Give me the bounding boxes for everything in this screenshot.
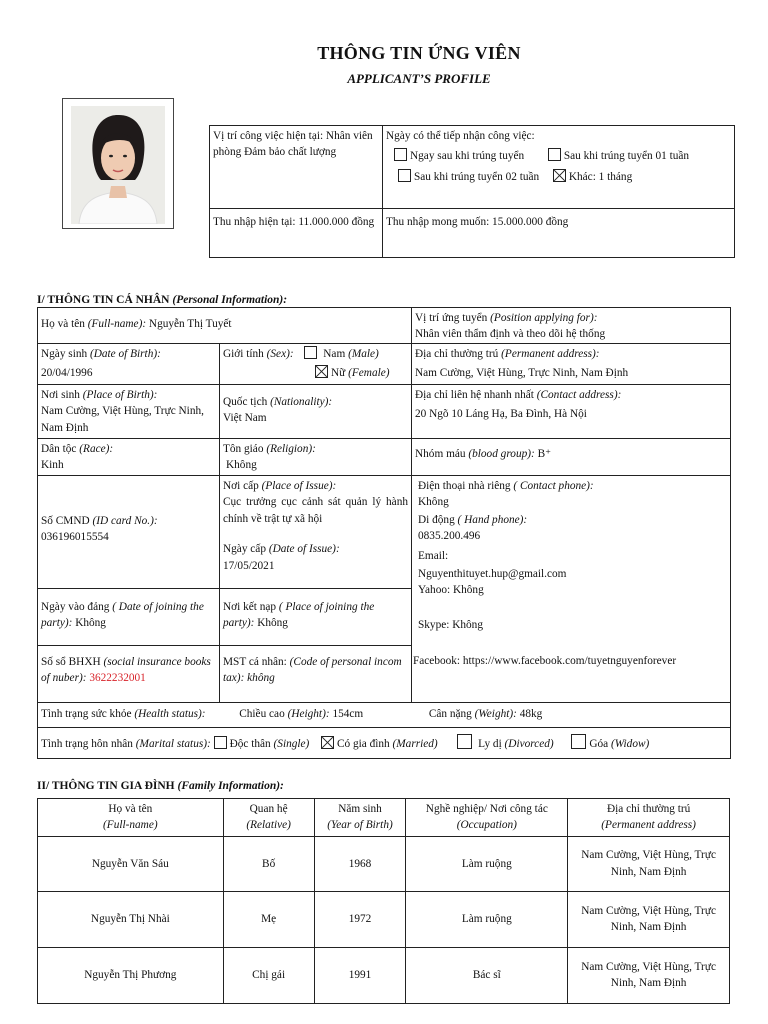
expected-income: Thu nhập mong muốn: 15.000.000 đồng bbox=[386, 216, 569, 228]
nationality-cell bbox=[219, 384, 412, 439]
contact-address-cell bbox=[411, 384, 731, 439]
option-1week-checkbox[interactable] bbox=[548, 148, 561, 161]
rel-value: Không bbox=[226, 459, 257, 472]
blood-en: (blood group): bbox=[468, 448, 535, 460]
header-address bbox=[568, 799, 730, 837]
phone-value: Không bbox=[418, 496, 449, 509]
pob-cell bbox=[37, 384, 220, 439]
dob-value: 20/04/1996 bbox=[41, 367, 93, 380]
female-checkbox[interactable] bbox=[315, 365, 328, 378]
section1-title-en: (Personal Information): bbox=[172, 294, 288, 306]
family-name: Nguyễn Thị Nhài bbox=[38, 891, 224, 947]
sex-en: (Sex): bbox=[266, 348, 294, 360]
bhxh-en: (social insurance books of nuber): bbox=[41, 656, 211, 685]
marital-divorced-en: (Divorced) bbox=[504, 738, 554, 750]
party-place-label: Nơi kết nạp bbox=[223, 601, 277, 613]
nat-en: (Nationality): bbox=[270, 396, 333, 408]
height-label: Chiều cao bbox=[239, 708, 285, 720]
health-en: (Health status): bbox=[134, 708, 206, 720]
tax-en: (Code of personal incom tax): bbox=[223, 656, 402, 685]
option-1week-label: Sau khi trúng tuyển 01 tuần bbox=[563, 150, 690, 163]
header-relative bbox=[223, 799, 314, 837]
pob-label: Nơi sinh bbox=[41, 389, 80, 401]
fullname-label: Họ và tên bbox=[41, 318, 85, 330]
family-relative: Bố bbox=[223, 836, 314, 891]
mobile-en: ( Hand phone): bbox=[457, 513, 528, 526]
header-fullname-en: (Full-name) bbox=[103, 819, 158, 832]
sex-cell bbox=[219, 343, 412, 385]
fullname-en: (Full-name): bbox=[87, 318, 147, 330]
option-2weeks-checkbox[interactable] bbox=[398, 169, 411, 182]
contact-en: (Contact address): bbox=[536, 389, 622, 401]
contact-value: 20 Ngõ 10 Láng Hạ, Ba Đình, Hà Nội bbox=[415, 408, 587, 421]
blood-value: B⁺ bbox=[537, 448, 552, 460]
option-immediate-label: Ngay sau khi trúng tuyển bbox=[410, 150, 525, 163]
tax-value: không bbox=[247, 672, 275, 685]
family-address: Nam Cường, Việt Hùng, Trực Ninh, Nam Định bbox=[568, 947, 730, 1003]
phone-label: Điện thoại nhà riêng bbox=[418, 480, 511, 492]
mobile-value: 0835.200.496 bbox=[418, 530, 481, 543]
tax-label: MST cá nhân: bbox=[223, 656, 287, 668]
family-address: Nam Cường, Việt Hùng, Trực Ninh, Nam Định bbox=[568, 891, 730, 947]
marital-married-checkbox[interactable] bbox=[321, 736, 334, 749]
male-en: (Male) bbox=[348, 348, 379, 360]
pob-en: (Place of Birth): bbox=[82, 389, 158, 401]
rel-label: Tôn giáo bbox=[223, 443, 264, 455]
position-cell bbox=[411, 307, 731, 344]
facebook-value[interactable]: https://www.facebook.com/tuyetnguyenforever bbox=[462, 655, 677, 667]
availability-cell bbox=[382, 125, 735, 209]
health-row bbox=[37, 702, 731, 728]
height-en: (Height): bbox=[287, 708, 330, 720]
marital-widow-en: (Widow) bbox=[611, 738, 650, 750]
party-value: Không bbox=[75, 617, 106, 630]
family-year: 1972 bbox=[314, 891, 406, 947]
nat-label: Quốc tịch bbox=[223, 396, 268, 408]
fullname-value: Nguyễn Thị Tuyết bbox=[148, 318, 232, 330]
marital-single-en: (Single) bbox=[273, 738, 310, 750]
phone-en: ( Contact phone): bbox=[513, 480, 594, 492]
table-row bbox=[38, 947, 730, 1003]
dob-cell bbox=[37, 343, 220, 385]
id-card-cell bbox=[37, 475, 220, 589]
section2-title bbox=[37, 778, 284, 795]
contact-label: Địa chỉ liên hệ nhanh nhất bbox=[415, 389, 534, 401]
family-occupation: Bác sĩ bbox=[406, 947, 568, 1003]
header-relative-en: (Relative) bbox=[246, 819, 291, 832]
header-year-vi: Năm sinh bbox=[338, 803, 382, 815]
pob-value: Nam Cường, Việt Hùng, Trực Ninh, Nam Định bbox=[41, 405, 204, 434]
position-label: Vị trí ứng tuyển bbox=[415, 312, 488, 324]
marital-label: Tình trạng hôn nhân bbox=[41, 738, 133, 750]
profile-title bbox=[0, 40, 768, 89]
current-position: Vị trí công việc hiện tại: Nhân viên phòng Đảm bảo chất lượng bbox=[213, 130, 373, 159]
header-address-en: (Permanent address) bbox=[601, 819, 696, 832]
issue-date-value: 17/05/2021 bbox=[223, 559, 275, 572]
male-label: Nam bbox=[323, 348, 346, 360]
male-checkbox[interactable] bbox=[304, 346, 317, 359]
issue-date-en: (Date of Issue): bbox=[268, 543, 340, 556]
party-en: ( Date of joining the party): bbox=[41, 601, 204, 630]
expected-income-cell bbox=[382, 208, 735, 258]
dob-label: Ngày sinh bbox=[41, 348, 88, 360]
bhxh-value: 3622232001 bbox=[89, 672, 146, 685]
health-label: Tình trạng sức khỏe bbox=[41, 708, 132, 720]
yahoo-value: Không bbox=[452, 584, 484, 597]
marital-row bbox=[37, 727, 731, 759]
blood-label: Nhóm máu bbox=[415, 448, 466, 460]
applicant-photo bbox=[71, 106, 165, 224]
race-en: (Race): bbox=[79, 443, 114, 455]
bhxh-cell bbox=[37, 645, 220, 703]
email-value: Nguyenthituyet.hup@gmail.com bbox=[418, 567, 567, 580]
party-cell bbox=[37, 588, 220, 646]
header-relative-vi: Quan hệ bbox=[249, 803, 288, 815]
weight-label: Cân nặng bbox=[428, 708, 472, 720]
section1-title-vi: I/ THÔNG TIN CÁ NHÂN bbox=[37, 294, 170, 306]
family-occupation: Làm ruộng bbox=[406, 836, 568, 891]
family-header-row bbox=[38, 799, 730, 837]
sex-label: Giới tính bbox=[223, 348, 264, 360]
section2-title-en: (Family Information): bbox=[177, 780, 284, 792]
race-cell bbox=[37, 438, 220, 476]
family-table bbox=[37, 798, 730, 1004]
issue-place-value: Cục trưởng cục cảnh sát quản lý hành chính về trật tự xã hội bbox=[223, 496, 408, 525]
id-en: (ID card No.): bbox=[92, 515, 158, 527]
position-value: Nhân viên thẩm định và theo dõi hệ thống bbox=[415, 328, 606, 341]
portrait-image bbox=[71, 106, 165, 224]
perm-en: (Permanent address): bbox=[501, 348, 600, 360]
email-label: Email: bbox=[418, 549, 449, 562]
skype-label: Skype: bbox=[418, 618, 450, 631]
nat-value: Việt Nam bbox=[223, 412, 267, 425]
current-position-cell bbox=[209, 125, 383, 209]
dob-en: (Date of Birth): bbox=[89, 348, 161, 360]
family-name: Nguyễn Văn Sáu bbox=[38, 836, 224, 891]
marital-divorced-checkbox[interactable] bbox=[457, 734, 472, 749]
weight-en: (Weight): bbox=[474, 708, 517, 720]
section2-title-vi: II/ THÔNG TIN GIA ĐÌNH bbox=[37, 780, 175, 792]
marital-widow-label: Góa bbox=[589, 738, 609, 750]
perm-address-cell bbox=[411, 343, 731, 385]
race-label: Dân tộc bbox=[41, 443, 77, 455]
religion-cell bbox=[219, 438, 412, 476]
table-row bbox=[38, 891, 730, 947]
party-place-value: Không bbox=[257, 617, 288, 630]
header-year-en: (Year of Birth) bbox=[327, 819, 393, 832]
issue-cell bbox=[219, 475, 412, 589]
marital-single-checkbox[interactable] bbox=[214, 736, 227, 749]
perm-label: Địa chỉ thường trú bbox=[415, 348, 499, 360]
option-immediate-checkbox[interactable] bbox=[394, 148, 407, 161]
header-year bbox=[314, 799, 406, 837]
skype-value: Không bbox=[452, 618, 483, 631]
marital-widow-checkbox[interactable] bbox=[571, 734, 586, 749]
id-label: Số CMND bbox=[41, 515, 90, 527]
current-income: Thu nhập hiện tại: 11.000.000 đồng bbox=[213, 216, 375, 228]
header-fullname bbox=[38, 799, 224, 837]
marital-married-en: (Married) bbox=[392, 738, 438, 750]
contact-details-cell bbox=[411, 475, 731, 703]
option-2weeks-label: Sau khi trúng tuyển 02 tuần bbox=[414, 170, 540, 183]
blood-cell bbox=[411, 438, 731, 476]
family-relative: Chị gái bbox=[223, 947, 314, 1003]
family-year: 1991 bbox=[314, 947, 406, 1003]
option-other-checkbox[interactable] bbox=[553, 169, 566, 182]
perm-value: Nam Cường, Việt Hùng, Trực Ninh, Nam Định bbox=[415, 367, 629, 380]
party-place-en: ( Place of joining the party): bbox=[223, 601, 375, 630]
header-address-vi: Địa chỉ thường trú bbox=[606, 803, 691, 815]
family-year: 1968 bbox=[314, 836, 406, 891]
header-occupation-vi: Nghề nghiệp/ Nơi công tác bbox=[425, 803, 548, 815]
current-income-cell bbox=[209, 208, 383, 258]
header-fullname-vi: Họ và tên bbox=[108, 803, 153, 815]
table-row bbox=[38, 836, 730, 891]
marital-single-label: Độc thân bbox=[229, 738, 271, 750]
fullname-cell bbox=[37, 307, 412, 344]
issue-date-label: Ngày cấp bbox=[223, 543, 266, 556]
party-label: Ngày vào đảng bbox=[41, 601, 110, 613]
family-name: Nguyễn Thị Phương bbox=[38, 947, 224, 1003]
rel-en: (Religion): bbox=[266, 443, 316, 455]
family-occupation: Làm ruộng bbox=[406, 891, 568, 947]
female-label: Nữ bbox=[331, 367, 346, 380]
mobile-label: Di động bbox=[418, 513, 455, 526]
marital-married-label: Có gia đình bbox=[336, 738, 390, 750]
title-vi: THÔNG TIN ỨNG VIÊN bbox=[317, 43, 521, 63]
header-occupation-en: (Occupation) bbox=[456, 819, 517, 832]
yahoo-label: Yahoo: bbox=[418, 584, 451, 597]
issue-place-label: Nơi cấp bbox=[223, 480, 259, 492]
position-en: (Position applying for): bbox=[490, 312, 598, 324]
id-value: 036196015554 bbox=[41, 531, 109, 544]
header-occupation bbox=[406, 799, 568, 837]
party-place-cell bbox=[219, 588, 412, 646]
family-relative: Mẹ bbox=[223, 891, 314, 947]
issue-place-en: (Place of Issue): bbox=[261, 480, 337, 492]
race-value: Kinh bbox=[41, 459, 64, 472]
marital-divorced-label: Ly dị bbox=[478, 738, 502, 750]
family-address: Nam Cường, Việt Hùng, Trực Ninh, Nam Định bbox=[568, 836, 730, 891]
weight-value: 48kg bbox=[519, 708, 543, 720]
height-value: 154cm bbox=[332, 708, 364, 720]
title-en: APPLICANT’S PROFILE bbox=[347, 71, 491, 87]
bhxh-label: Số sổ BHXH bbox=[41, 656, 101, 668]
facebook-label: Facebook: bbox=[413, 655, 461, 667]
female-en: (Female) bbox=[348, 367, 390, 380]
tax-cell bbox=[219, 645, 412, 703]
option-other-label: Khác: 1 tháng bbox=[568, 170, 633, 183]
availability-label: Ngày có thể tiếp nhận công việc: bbox=[386, 130, 535, 142]
marital-en: (Marital status): bbox=[135, 738, 211, 750]
